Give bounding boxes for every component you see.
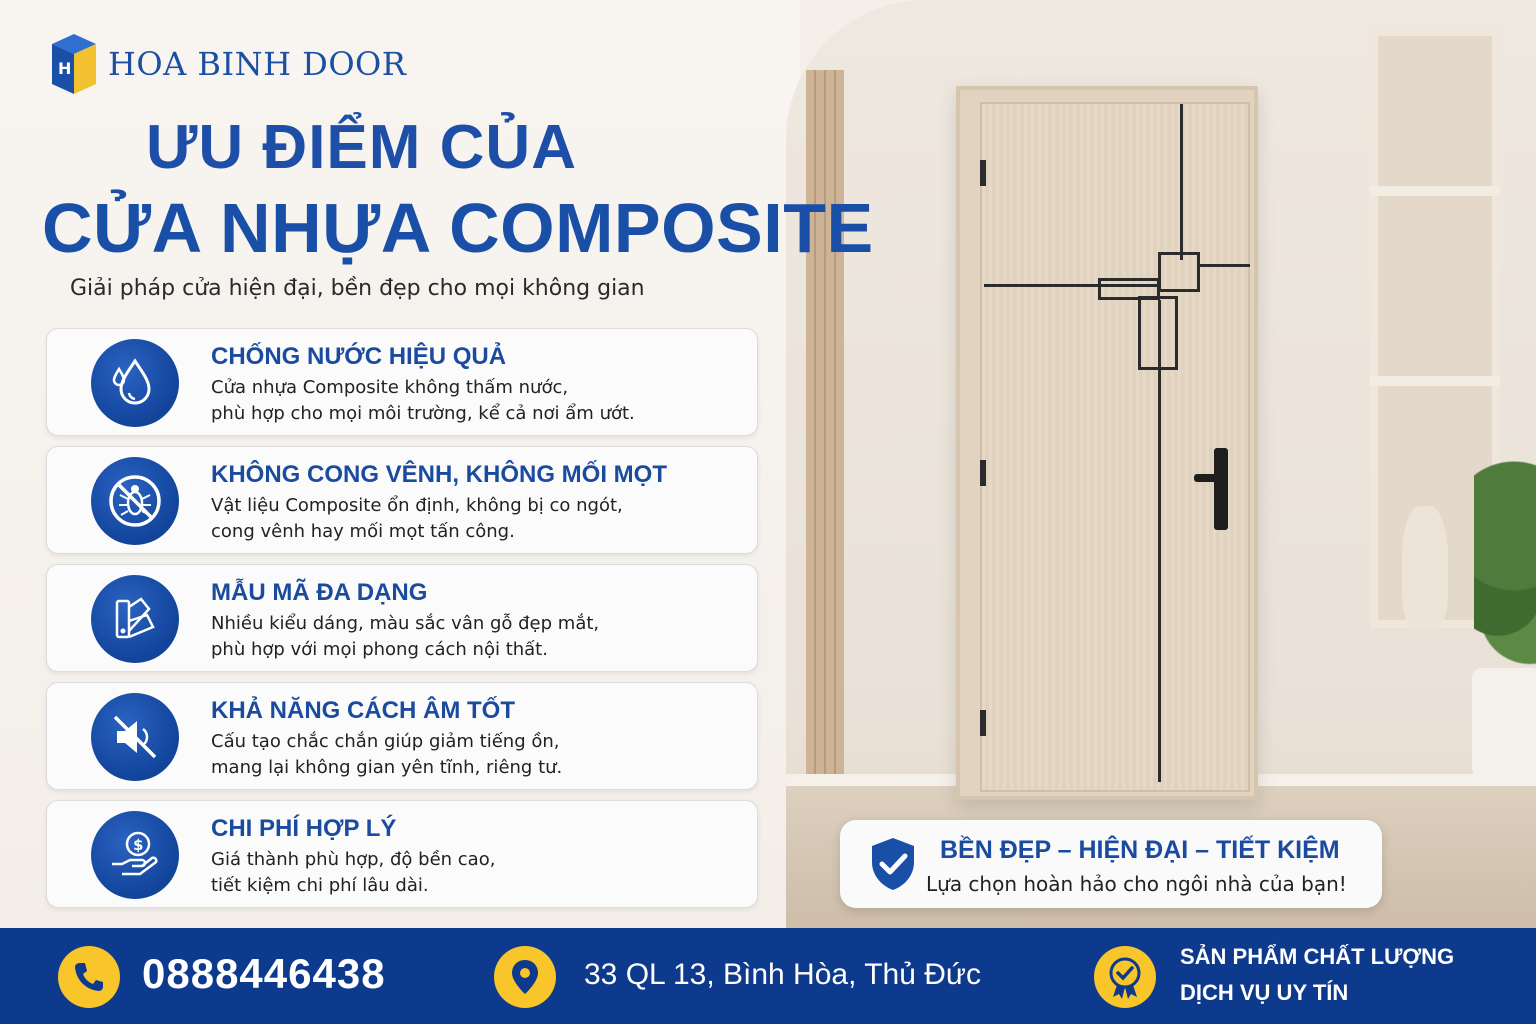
feature-desc-line: Cấu tạo chắc chắn giúp giảm tiếng ồn, (211, 731, 560, 752)
headline-line-1: ƯU ĐIỂM CỦA (146, 113, 577, 182)
feature-desc-line: mang lại không gian yên tĩnh, riêng tư. (211, 757, 563, 778)
badge-subtitle: Lựa chọn hoàn hảo cho ngôi nhà của bạn! (926, 872, 1347, 896)
no-termite-icon (91, 457, 179, 545)
quality-line-1: SẢN PHẨM CHẤT LƯỢNG (1180, 944, 1455, 969)
door-groove (1180, 104, 1183, 260)
plant-pot (1472, 668, 1536, 786)
feature-desc-line: Nhiều kiểu dáng, màu sắc vân gỗ đẹp mắt, (211, 613, 600, 634)
feature-desc-line: cong vênh hay mối mọt tấn công. (211, 521, 515, 542)
feature-card-soundproof (46, 682, 758, 790)
svg-text:H: H (58, 59, 72, 78)
vase (1402, 506, 1448, 630)
feature-desc-line: tiết kiệm chi phí lâu dài. (211, 875, 429, 896)
feature-card-waterproof (46, 328, 758, 436)
feature-desc-line: phù hợp cho mọi môi trường, kể cả nơi ẩm ướt. (211, 403, 635, 424)
address[interactable]: 33 QL 13, Bình Hòa, Thủ Đức (584, 958, 981, 991)
phone-number[interactable]: 0888446438 (142, 950, 386, 997)
slogan-badge (840, 820, 1382, 908)
door-hinge (980, 460, 986, 486)
contact-footer (0, 928, 1536, 1024)
headline-subtitle: Giải pháp cửa hiện đại, bền đẹp cho mọi không gian (70, 276, 645, 301)
badge-title: BỀN ĐẸP – HIỆN ĐẠI – TIẾT KIỆM (940, 836, 1340, 864)
color-swatch-icon (91, 575, 179, 663)
door-groove (1158, 300, 1161, 782)
door-hinge (980, 710, 986, 736)
water-drops-icon (91, 339, 179, 427)
door-hinge (980, 160, 986, 186)
feature-card-designs (46, 564, 758, 672)
feature-card-no-warp (46, 446, 758, 554)
quality-badge-icon (1094, 946, 1156, 1008)
door-inlay (1158, 252, 1200, 292)
money-hand-icon (91, 811, 179, 899)
plant (1474, 460, 1536, 680)
feature-title: KHẢ NĂNG CÁCH ÂM TỐT (211, 697, 515, 724)
niche-shelf (1370, 186, 1500, 196)
feature-title: CHI PHÍ HỢP LÝ (211, 815, 397, 842)
brand-logo[interactable] (48, 30, 406, 98)
brand-name: HOA BINH DOOR (108, 45, 407, 83)
composite-door (980, 102, 1250, 792)
sound-off-icon (91, 693, 179, 781)
feature-card-cost (46, 800, 758, 908)
hbd-cube-logo-icon (48, 30, 100, 98)
door-inlay (1138, 296, 1178, 370)
feature-title: KHÔNG CONG VÊNH, KHÔNG MỐI MỌT (211, 461, 667, 488)
door-handle (1194, 474, 1224, 482)
feature-title: CHỐNG NƯỚC HIỆU QUẢ (211, 343, 507, 370)
svg-text:$: $ (133, 836, 144, 854)
quality-line-2: DỊCH VỤ UY TÍN (1180, 980, 1349, 1005)
headline-line-2: CỬA NHỰA COMPOSITE (42, 189, 874, 267)
niche-shelf (1370, 376, 1500, 386)
feature-desc-line: Giá thành phù hợp, độ bền cao, (211, 849, 496, 870)
feature-title: MẪU MÃ ĐA DẠNG (211, 579, 428, 606)
feature-desc-line: phù hợp với mọi phong cách nội thất. (211, 639, 548, 660)
door-photo (786, 0, 1536, 928)
feature-desc-line: Vật liệu Composite ổn định, không bị co ngót, (211, 495, 623, 516)
shield-check-icon (868, 836, 918, 892)
feature-desc-line: Cửa nhựa Composite không thấm nước, (211, 377, 569, 398)
smart-lock (1214, 448, 1228, 530)
phone-icon (58, 946, 120, 1008)
wood-slat-wall (806, 70, 844, 786)
location-pin-icon (494, 946, 556, 1008)
door-groove (1198, 264, 1250, 267)
